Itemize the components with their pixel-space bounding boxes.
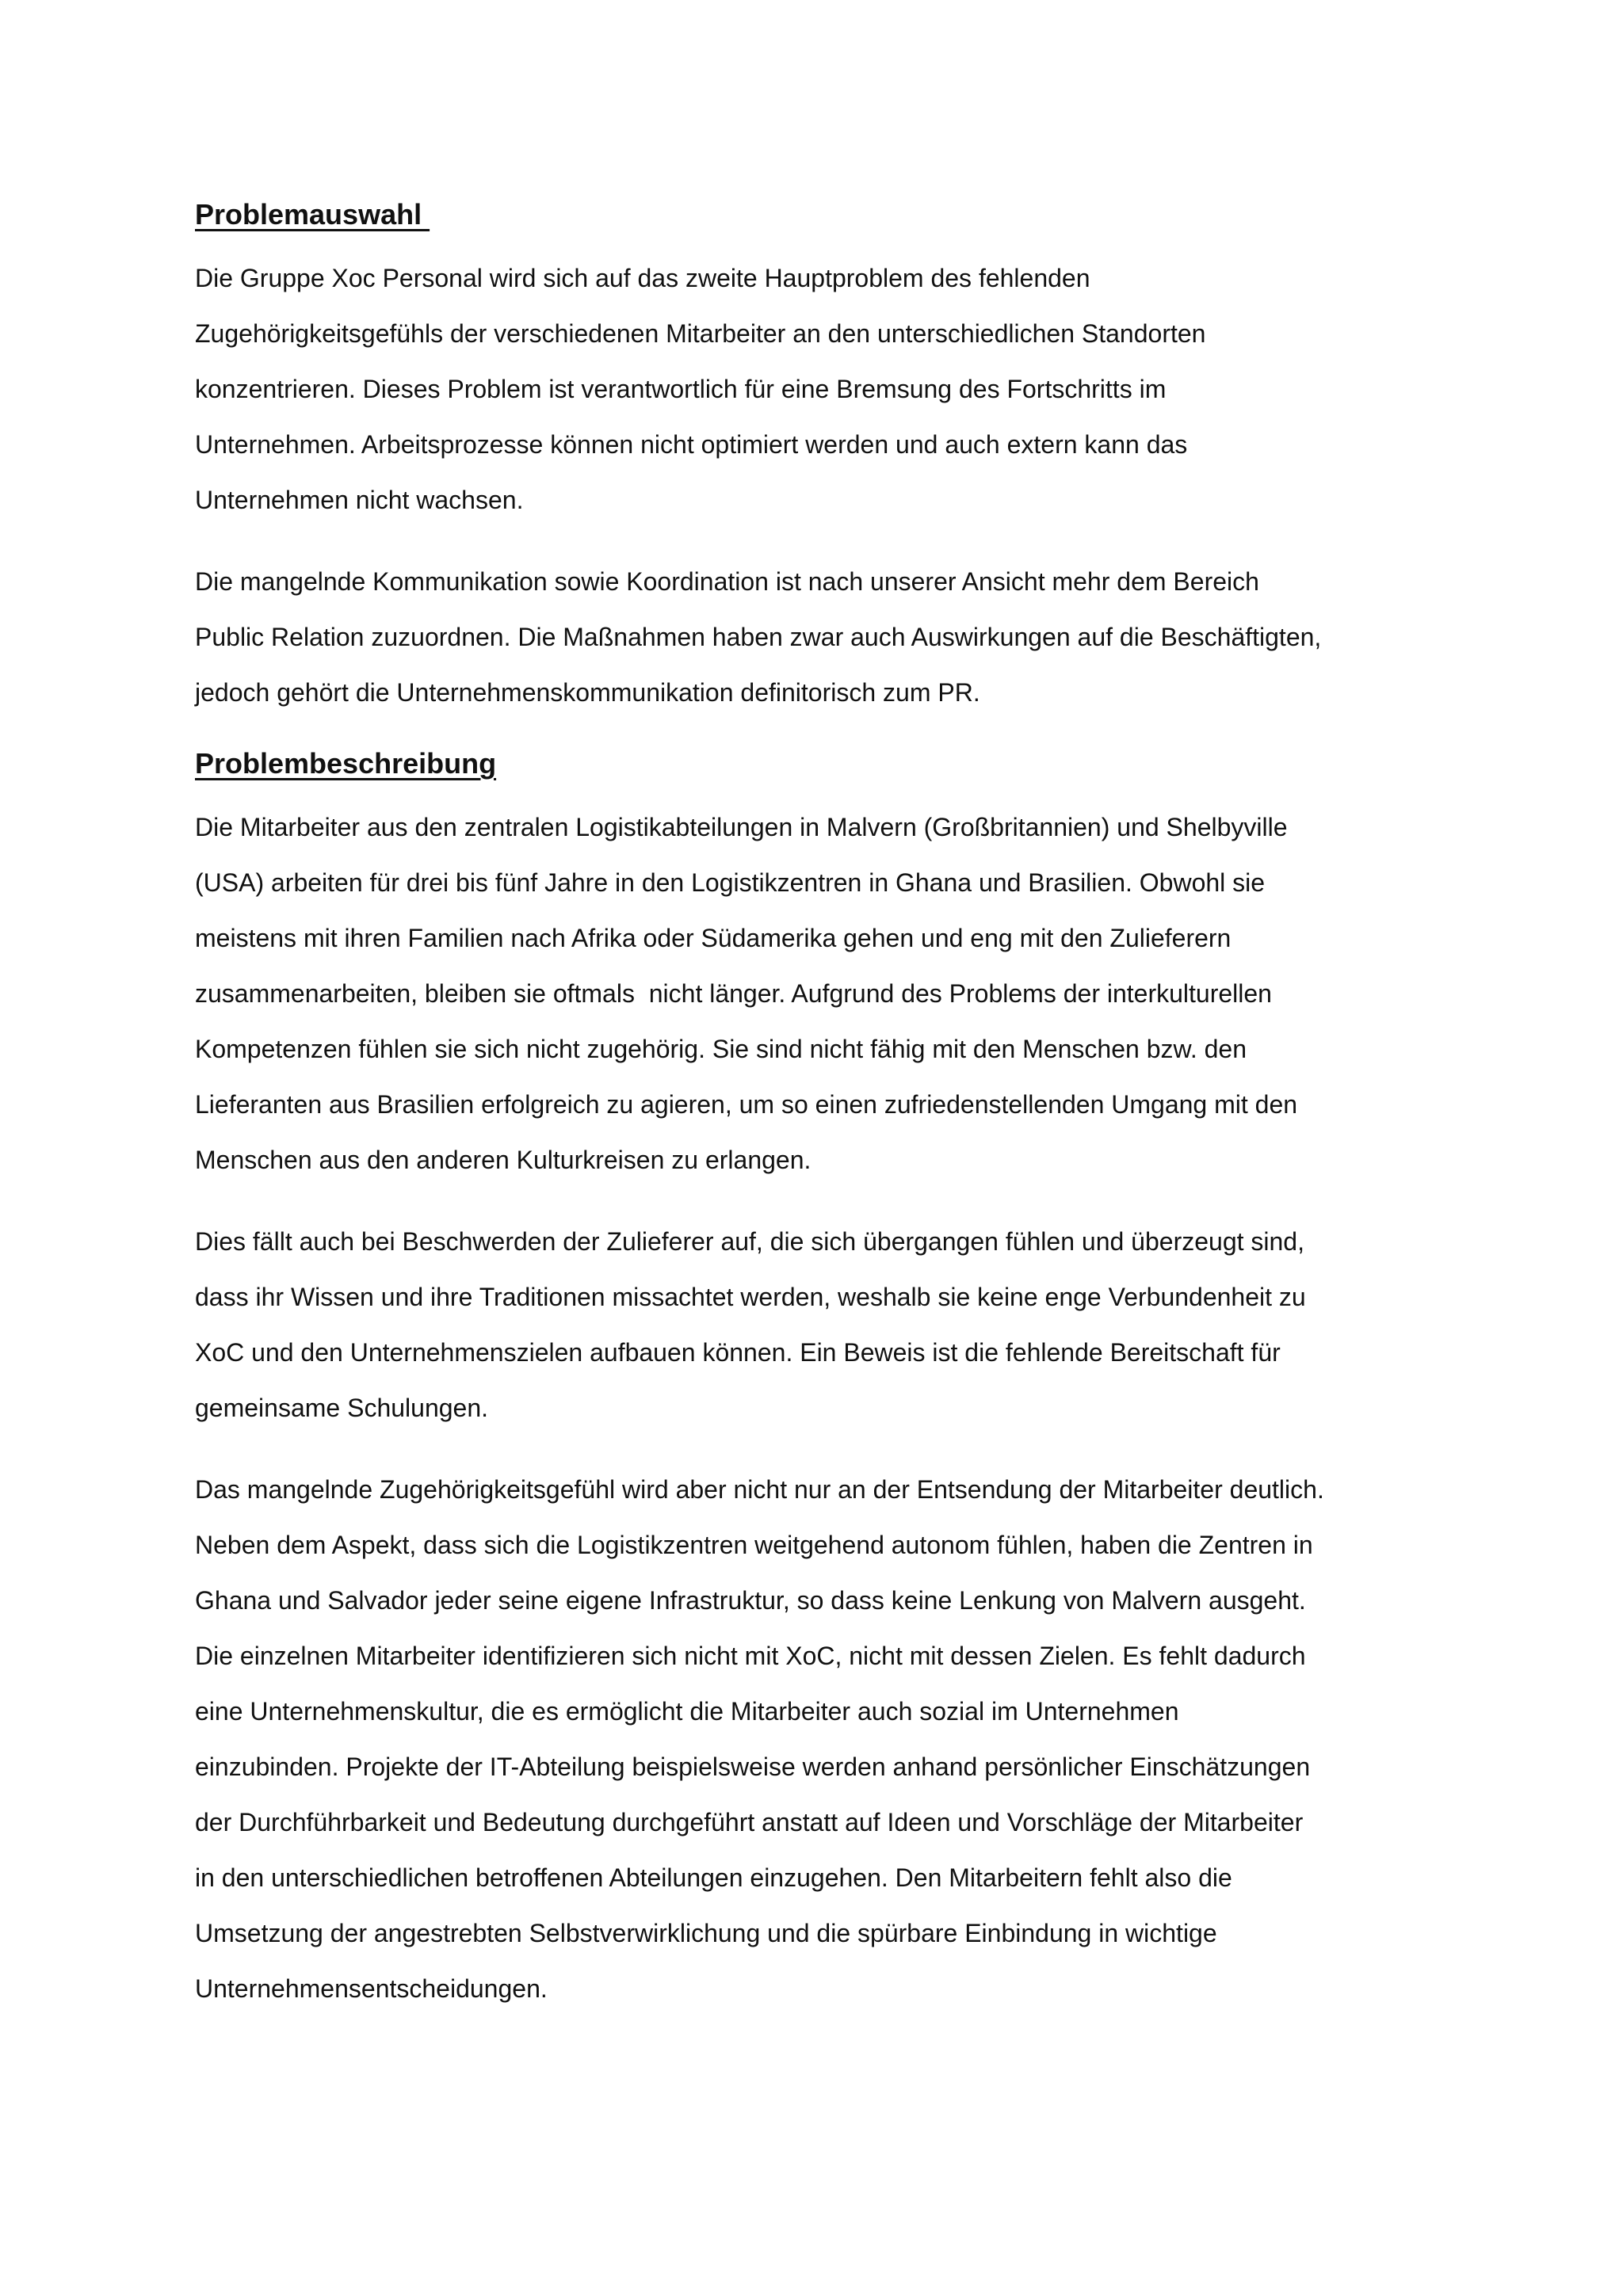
text-line: meistens mit ihren Familien nach Afrika oder Südamerika gehen und eng mit den Zulieferern xyxy=(195,924,1232,952)
text-line: Die mangelnde Kommunikation sowie Koordination ist nach unserer Ansicht mehr dem Bereich xyxy=(195,567,1259,596)
text-line: gemeinsame Schulungen. xyxy=(195,1394,489,1422)
paragraph xyxy=(195,1462,1447,2016)
text-line: dass ihr Wissen und ihre Traditionen missachtet werden, weshalb sie keine enge Verbundenheit zu xyxy=(195,1283,1306,1311)
text-line: Unternehmensentscheidungen. xyxy=(195,1974,548,2003)
document-body xyxy=(195,195,1447,2016)
paragraph xyxy=(195,554,1447,720)
section-heading-problemauswahl: Problemauswahl xyxy=(195,198,430,231)
paragraph xyxy=(195,799,1447,1188)
paragraph xyxy=(195,1214,1447,1436)
text-line: Public Relation zuzuordnen. Die Maßnahmen haben zwar auch Auswirkungen auf die Beschäftigten, xyxy=(195,623,1322,651)
text-line: jedoch gehört die Unternehmenskommunikation definitorisch zum PR. xyxy=(195,678,980,707)
text-line: zusammenarbeiten, bleiben sie oftmals nicht länger. Aufgrund des Problems der interkulturellen xyxy=(195,979,1272,1008)
text-line: Unternehmen. Arbeitsprozesse können nicht optimiert werden und auch extern kann das xyxy=(195,430,1188,459)
text-line: Die Gruppe Xoc Personal wird sich auf das zweite Hauptproblem des fehlenden xyxy=(195,264,1090,292)
text-line: (USA) arbeiten für drei bis fünf Jahre in den Logistikzentren in Ghana und Brasilien. Obwohl sie xyxy=(195,868,1266,897)
text-line: Unternehmen nicht wachsen. xyxy=(195,486,524,514)
text-line: Dies fällt auch bei Beschwerden der Zulieferer auf, die sich übergangen fühlen und überzeugt sind, xyxy=(195,1227,1304,1256)
text-line: einzubinden. Projekte der IT-Abteilung beispielsweise werden anhand persönlicher Einschätzungen xyxy=(195,1753,1311,1781)
text-line: in den unterschiedlichen betroffenen Abteilungen einzugehen. Den Mitarbeitern fehlt also die xyxy=(195,1863,1232,1892)
text-line: Umsetzung der angestrebten Selbstverwirklichung und die spürbare Einbindung in wichtige xyxy=(195,1919,1217,1947)
text-line: Lieferanten aus Brasilien erfolgreich zu agieren, um so einen zufriedenstellenden Umgang mit den xyxy=(195,1090,1298,1119)
text-line: Kompetenzen fühlen sie sich nicht zugehörig. Sie sind nicht fähig mit den Menschen bzw. den xyxy=(195,1035,1247,1063)
text-line: Ghana und Salvador jeder seine eigene Infrastruktur, so dass keine Lenkung von Malvern ausgeht. xyxy=(195,1586,1306,1615)
text-line: Die einzelnen Mitarbeiter identifizieren sich nicht mit XoC, nicht mit dessen Zielen. Es fehlt dadurch xyxy=(195,1642,1306,1670)
text-line: Das mangelnde Zugehörigkeitsgefühl wird aber nicht nur an der Entsendung der Mitarbeiter deutlich. xyxy=(195,1475,1324,1504)
text-line: eine Unternehmenskultur, die es ermöglicht die Mitarbeiter auch sozial im Unternehmen xyxy=(195,1697,1179,1726)
text-line: Zugehörigkeitsgefühls der verschiedenen Mitarbeiter an den unterschiedlichen Standorten xyxy=(195,319,1206,348)
text-line: XoC und den Unternehmenszielen aufbauen können. Ein Beweis ist die fehlende Bereitschaft für xyxy=(195,1338,1281,1367)
section-heading-problembeschreibung: Problembeschreibung xyxy=(195,747,497,780)
text-line: Menschen aus den anderen Kulturkreisen zu erlangen. xyxy=(195,1146,812,1174)
paragraph xyxy=(195,250,1447,528)
text-line: Neben dem Aspekt, dass sich die Logistikzentren weitgehend autonom fühlen, haben die Zentren in xyxy=(195,1531,1313,1559)
text-line: der Durchführbarkeit und Bedeutung durchgeführt anstatt auf Ideen und Vorschläge der Mitarbeiter xyxy=(195,1808,1304,1836)
text-line: konzentrieren. Dieses Problem ist verantwortlich für eine Bremsung des Fortschritts im xyxy=(195,375,1167,403)
text-line: Die Mitarbeiter aus den zentralen Logistikabteilungen in Malvern (Großbritannien) und Shelbyville xyxy=(195,813,1288,841)
